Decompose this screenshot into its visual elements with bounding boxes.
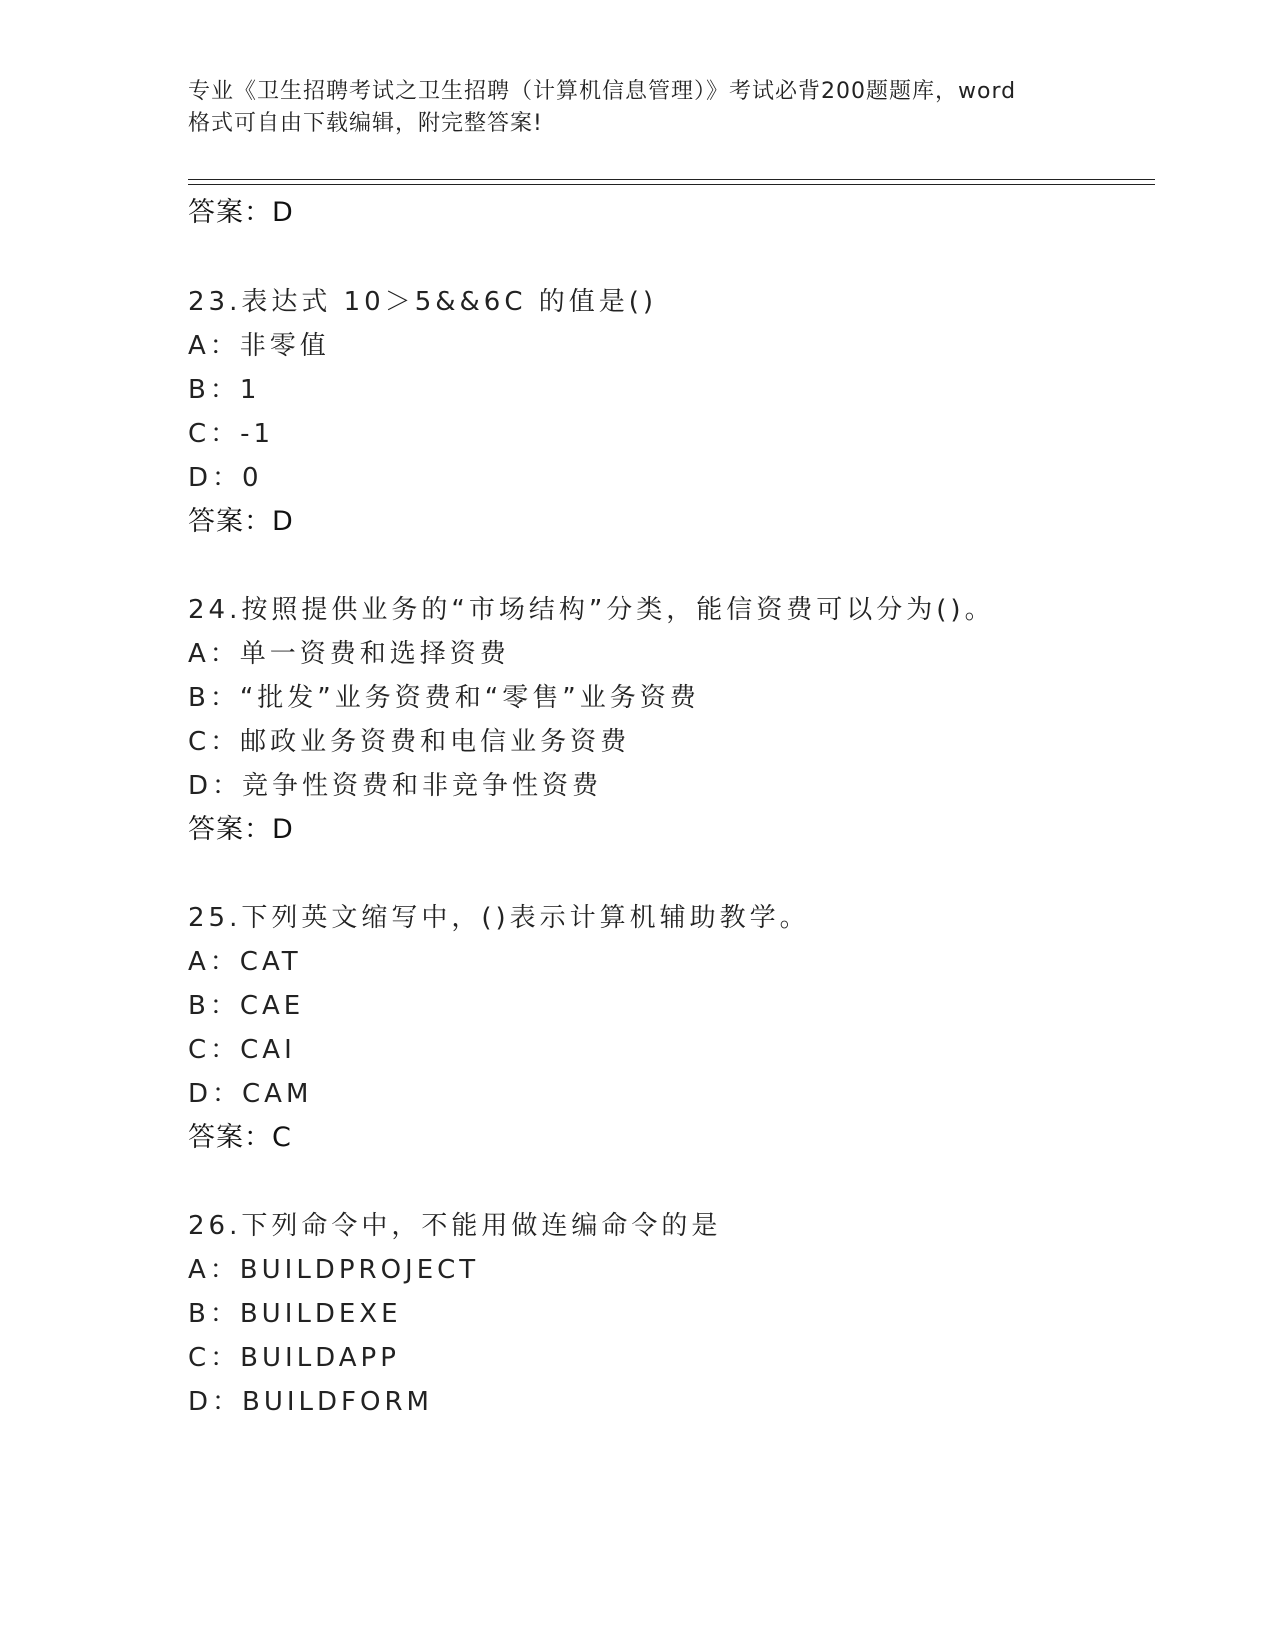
question-25-option-b: B：CAE [188, 991, 305, 1021]
previous-answer: 答案：D [188, 197, 294, 228]
question-23-stem: 23.表达式 10＞5&&6C 的值是() [188, 287, 658, 317]
question-26-stem: 26.下列命令中，不能用做连编命令的是 [188, 1211, 722, 1241]
question-24-option-d: D：竞争性资费和非竞争性资费 [188, 771, 603, 801]
question-24-option-a: A：单一资费和选择资费 [188, 639, 510, 669]
question-23-option-b: B：1 [188, 375, 261, 405]
question-23-answer: 答案：D [188, 506, 294, 537]
question-24-option-b: B：“批发”业务资费和“零售”业务资费 [188, 683, 700, 713]
question-26-option-d: D：BUILDFORM [188, 1387, 433, 1417]
question-26-option-b: B：BUILDEXE [188, 1299, 402, 1329]
question-23-option-c: C：-1 [188, 419, 275, 449]
question-26-option-a: A：BUILDPROJECT [188, 1255, 480, 1285]
question-25-option-c: C：CAI [188, 1035, 296, 1065]
question-26-option-c: C：BUILDAPP [188, 1343, 400, 1373]
question-25-stem: 25.下列英文缩写中，()表示计算机辅助教学。 [188, 903, 810, 933]
header-divider-top [188, 179, 1155, 180]
question-25-option-a: A：CAT [188, 947, 302, 977]
header-line-2: 格式可自由下载编辑，附完整答案! [188, 111, 543, 136]
question-25-answer: 答案：C [188, 1122, 292, 1153]
question-24-answer: 答案：D [188, 814, 294, 845]
question-25-option-d: D：CAM [188, 1079, 313, 1109]
document-header [188, 76, 1088, 140]
header-divider-bottom [188, 184, 1155, 185]
question-23-option-a: A：非零值 [188, 331, 330, 361]
question-24-stem: 24.按照提供业务的“市场结构”分类，能信资费可以分为()。 [188, 595, 995, 625]
question-23-option-d: D：0 [188, 463, 263, 493]
header-line-1: 专业《卫生招聘考试之卫生招聘（计算机信息管理）》考试必背200题题库，word [188, 79, 1017, 104]
question-24-option-c: C：邮政业务资费和电信业务资费 [188, 727, 631, 757]
